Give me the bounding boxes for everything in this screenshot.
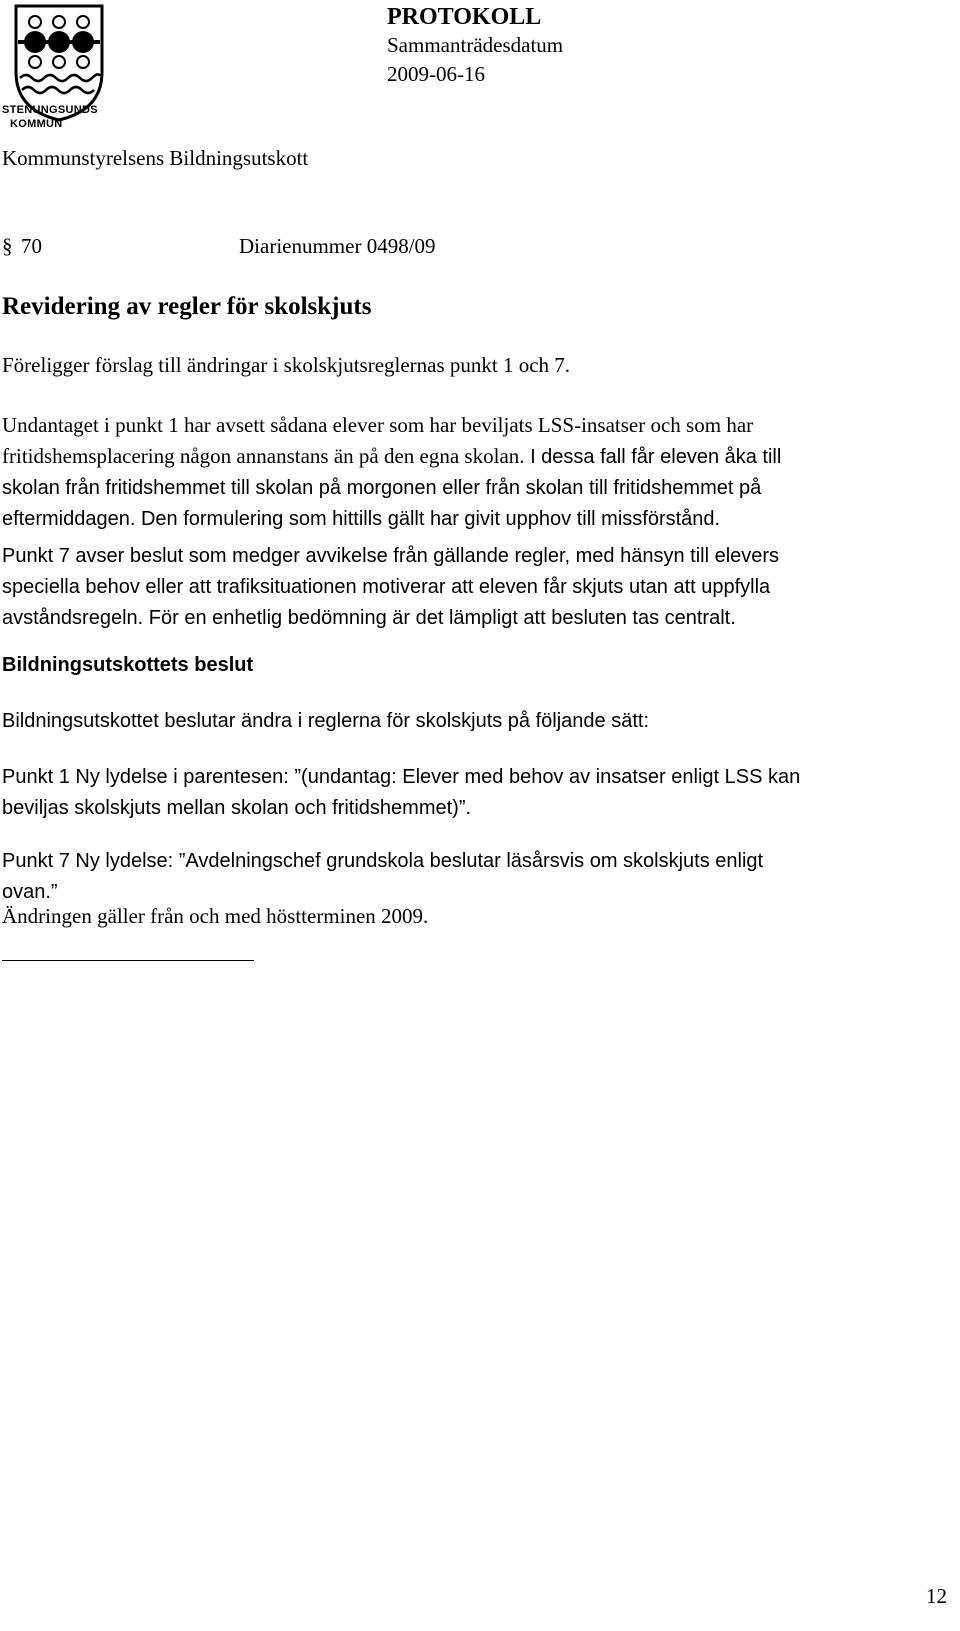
page-number: 12 <box>926 1584 947 1608</box>
text-line: beviljas skolskjuts mellan skolan och fritidshemmet)”. <box>2 797 472 819</box>
section-title: Revidering av regler för skolskjuts <box>2 293 372 320</box>
municipality-logo <box>2 2 120 136</box>
logo-text-line2: KOMMUN <box>10 118 63 130</box>
section-symbol: § <box>2 234 13 258</box>
text-line: speciella behov eller att trafiksituationen motiverar att eleven får skjuts utan att uppfylla <box>2 576 771 598</box>
meeting-date-label: Sammanträdesdatum <box>387 33 564 57</box>
decision-intro: Bildningsutskottet beslutar ändra i reglerna för skolskjuts på följande sätt: <box>2 710 650 732</box>
effective-date: Ändringen gäller från och med höstterminen 2009. <box>2 904 429 928</box>
document-type: PROTOKOLL <box>387 4 542 30</box>
section-number: 70 <box>21 234 42 258</box>
paragraph-exception <box>2 410 932 535</box>
text-line: Punkt 1 Ny lydelse i parentesen: ”(undantag: Elever med behov av insatser enligt LSS kan <box>2 766 801 788</box>
decision-punkt7 <box>2 846 932 908</box>
meeting-date: 2009-06-16 <box>387 62 485 86</box>
text-line: ovan.” <box>2 881 58 903</box>
text-line: skolan från fritidshemmet till skolan på morgonen eller från skolan till fritidshemmet på <box>2 477 762 499</box>
text-span: fritidshemsplacering någon annanstans än på den egna skolan. <box>2 444 525 468</box>
signature-line <box>2 960 254 961</box>
intro-paragraph: Föreligger förslag till ändringar i skolskjutsreglernas punkt 1 och 7. <box>2 353 571 377</box>
text-line: avståndsregeln. För en enhetlig bedömning är det lämpligt att besluten tas centralt. <box>2 607 736 629</box>
committee-name: Kommunstyrelsens Bildningsutskott <box>2 146 309 170</box>
diary-number: Diarienummer 0498/09 <box>239 234 436 258</box>
text-line <box>2 441 932 473</box>
text-line: Punkt 7 Ny lydelse: ”Avdelningschef grundskola beslutar läsårsvis om skolskjuts enligt <box>2 850 764 872</box>
decision-punkt1 <box>2 762 932 824</box>
logo-text-line1: STENUNGSUNDS <box>2 104 98 116</box>
text-line: eftermiddagen. Den formulering som hittills gällt har givit upphov till missförstånd. <box>2 508 721 530</box>
text-span: I dessa fall får eleven åka till <box>524 446 782 468</box>
decision-heading: Bildningsutskottets beslut <box>2 654 254 676</box>
paragraph-punkt7 <box>2 541 932 634</box>
text-line: Punkt 7 avser beslut som medger avvikelse från gällande regler, med hänsyn till elevers <box>2 545 780 567</box>
text-line: Undantaget i punkt 1 har avsett sådana elever som har beviljats LSS-insatser och som har <box>2 413 754 437</box>
